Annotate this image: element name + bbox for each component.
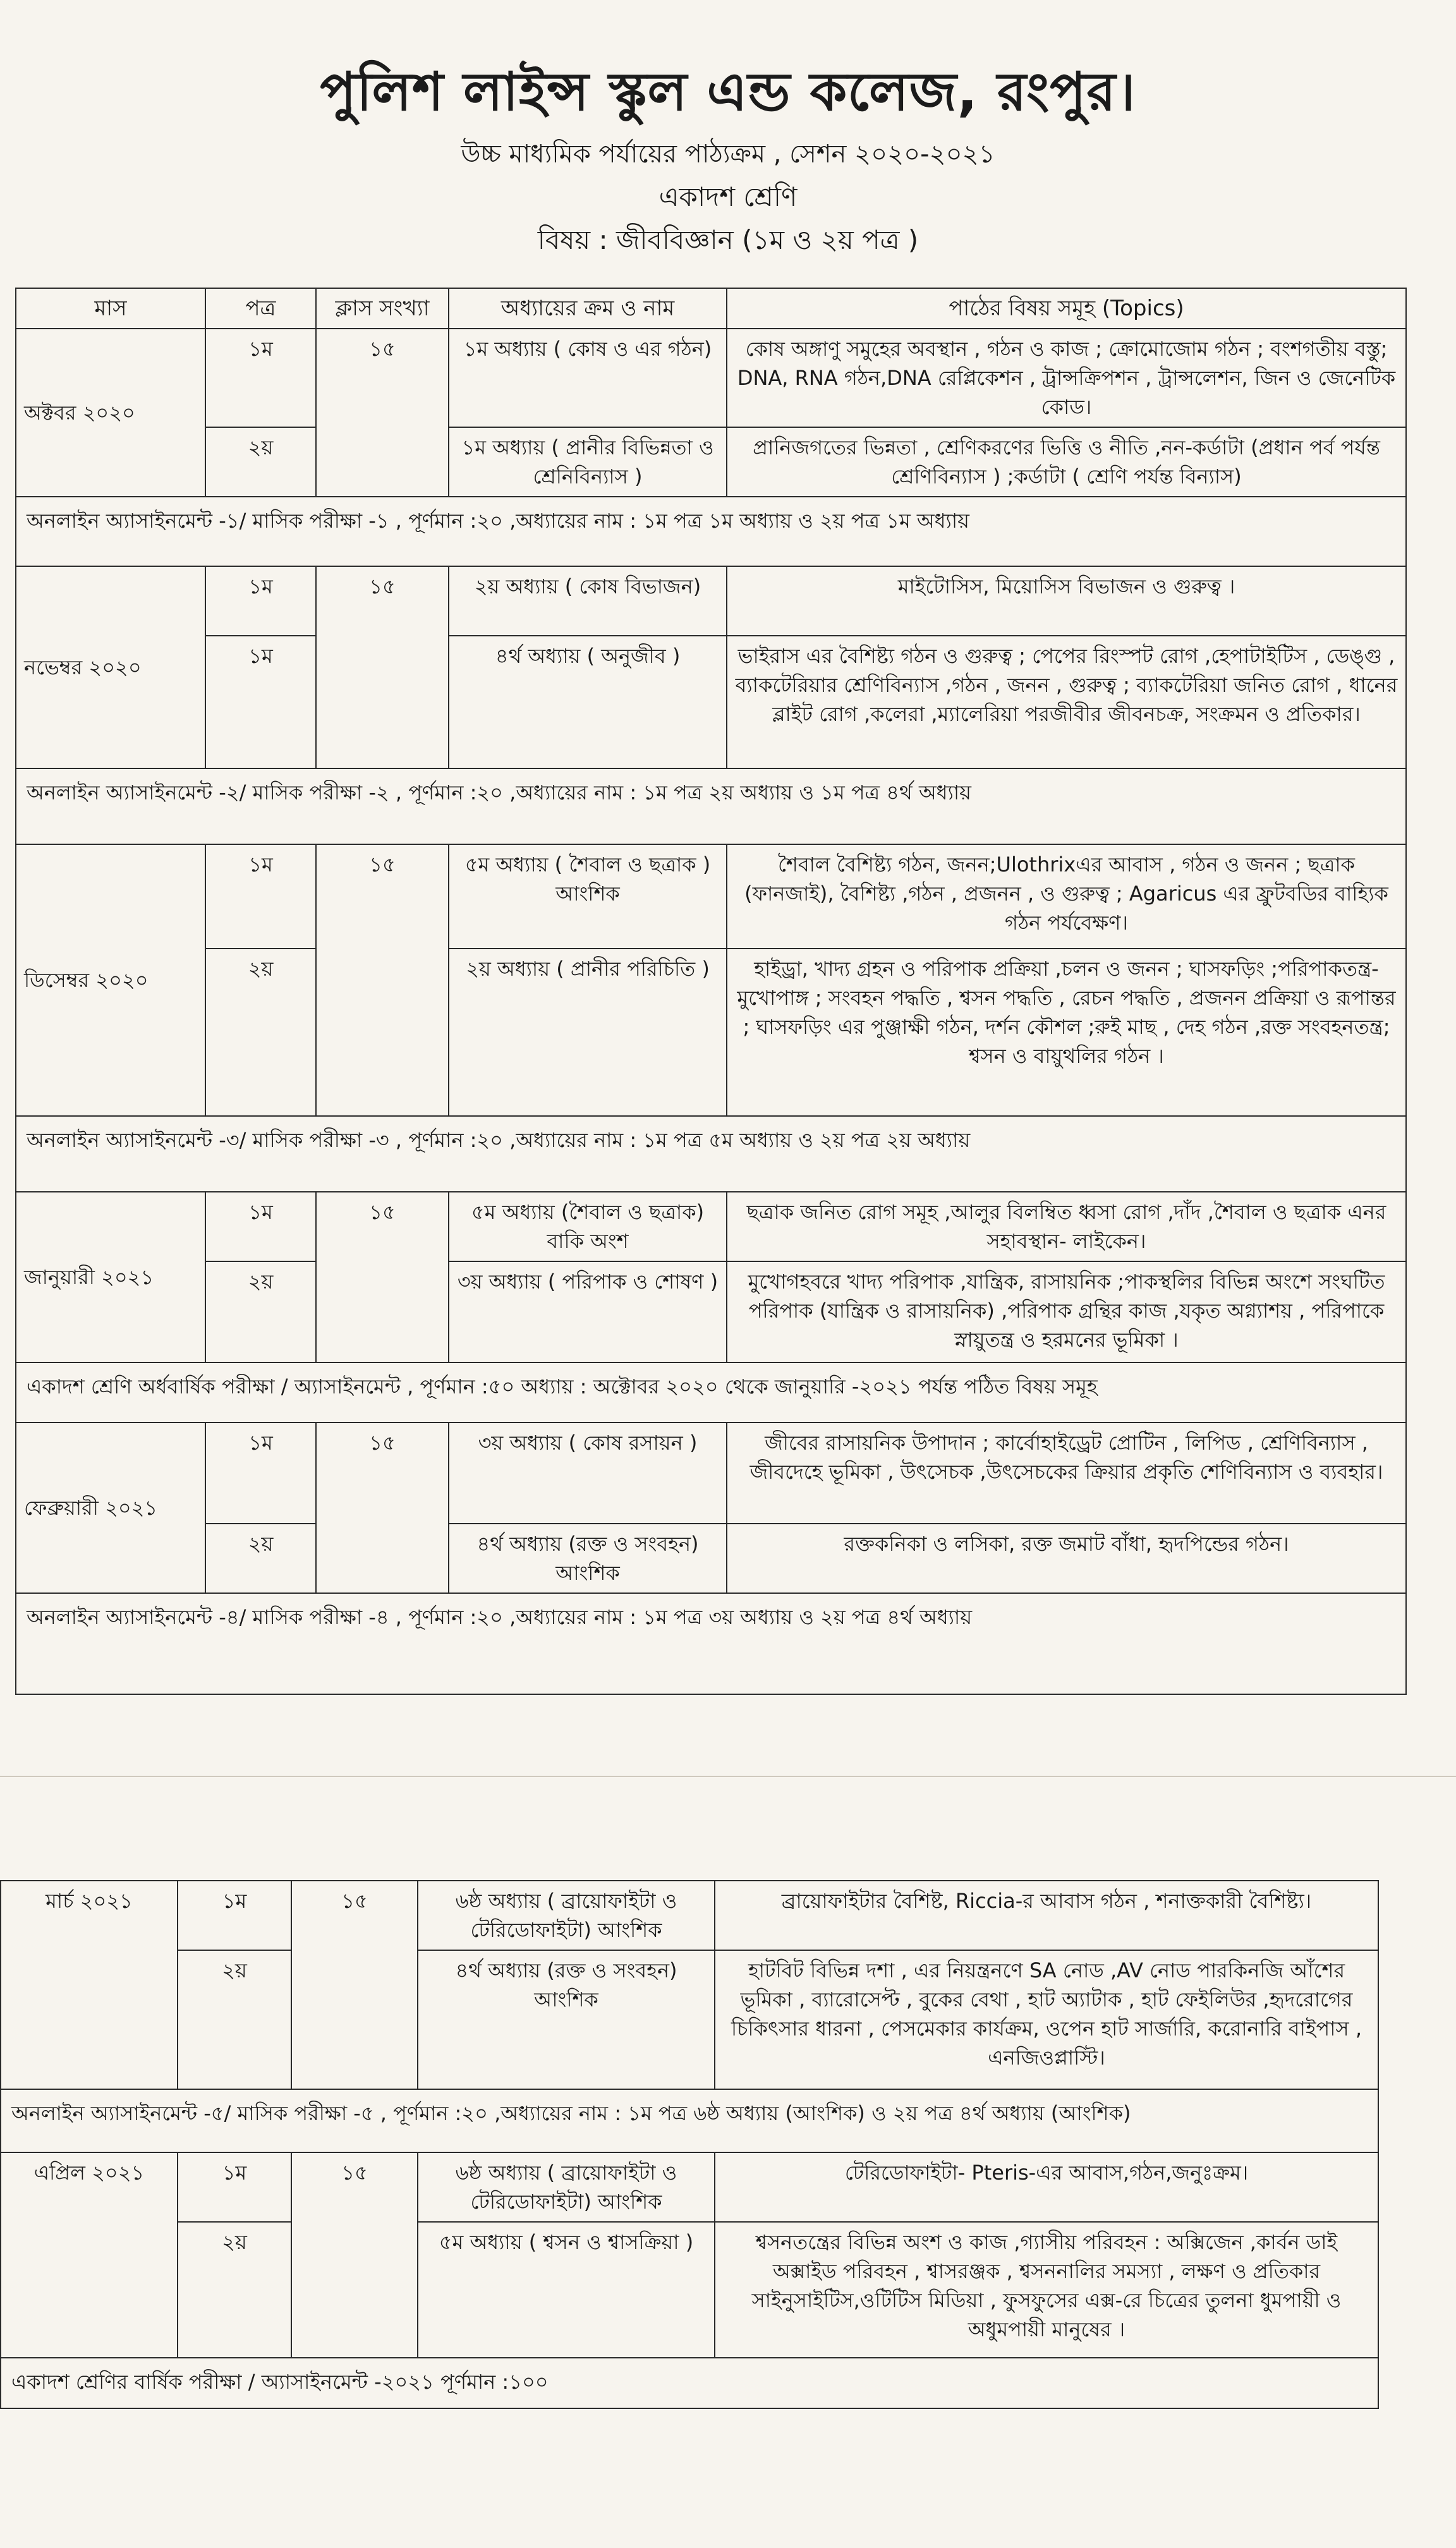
table-row: [16, 1423, 1406, 1524]
table-row: [16, 1261, 1406, 1362]
page-separator: [0, 1776, 1456, 1777]
chapter-cell: ৩য় অধ্যায় ( কোষ রসায়ন ): [449, 1423, 727, 1524]
class-count-cell: ১৫: [291, 2152, 418, 2358]
paper-cell: ২য়: [178, 2222, 291, 2358]
chapter-cell: ৫ম অধ্যায় ( শৈবাল ও ছত্রাক ) আংশিক: [449, 844, 727, 949]
paper-cell: ১ম: [205, 1192, 316, 1261]
chapter-cell: ৪র্থ অধ্যায় (রক্ত ও সংবহন) আংশিক: [418, 1950, 715, 2089]
topics-cell: মাইটোসিস, মিয়োসিস বিভাজন ও গুরুত্ব ।: [727, 566, 1406, 636]
paper-cell: ১ম: [205, 1423, 316, 1524]
table-row: [16, 1524, 1406, 1593]
header-topics: পাঠের বিষয় সমূহ (Topics): [727, 288, 1406, 329]
topics-cell: মুখোগহবরে খাদ্য পরিপাক ,যান্ত্রিক, রাসায়নিক ;পাকস্থলির বিভিন্ন অংশে সংঘটিত পরিপাক (যান্ত্রিক ও রাসায়নিক) ,পরিপাক গ্রন্থির কাজ ,যকৃত অগ্ন্যাশয় , পরিপাকে স্নায়ুতন্ত্র ও হরমনের ভূমিকা ।: [727, 1261, 1406, 1362]
paper-cell: ২য়: [205, 1261, 316, 1362]
summary-row: [16, 1362, 1406, 1423]
class-count-cell: ১৫: [316, 1192, 449, 1362]
table-row: [16, 949, 1406, 1116]
monthly-exam-note: অনলাইন অ্যাসাইনমেন্ট -৪/ মাসিক পরীক্ষা -৪ , পূর্ণমান :২০ ,অধ্যায়ের নাম : ১ম পত্র ৩য় অধ্যায় ও ২য় পত্র ৪র্থ অধ্যায়: [16, 1593, 1406, 1694]
summary-row: [1, 2358, 1378, 2408]
month-cell: জানুয়ারী ২০২১: [16, 1192, 205, 1362]
half-yearly-exam-note: একাদশ শ্রেণি অর্ধবার্ষিক পরীক্ষা / অ্যাসাইনমেন্ট , পূর্ণমান :৫০ অধ্যায় : অক্টোবর ২০২০ থেকে জানুয়ারি -২০২১ পর্যন্ত পঠিত বিষয় সমূহ: [16, 1362, 1406, 1423]
topics-cell: হাটবিট বিভিন্ন দশা , এর নিয়ন্ত্রনণে SA নোড ,AV নোড পারকিনজি আঁশের ভূমিকা , ব্যারোসেপ্ট , বুকের বেথা , হাট অ্যাটাক , হাট ফেইলিউর ,হৃদরোগের চিকিৎসার ধারনা , পেসমেকার কার্যক্রম, ওপেন হাট সার্জারি, করোনারি বাইপাস , এনজিওপ্লাস্টি।: [715, 1950, 1378, 2089]
table-row: [16, 566, 1406, 636]
summary-row: [16, 1116, 1406, 1192]
paper-cell: ১ম: [205, 329, 316, 427]
table-row: [16, 844, 1406, 949]
month-cell: নভেম্বর ২০২০: [16, 566, 205, 768]
summary-row: [1, 2089, 1378, 2152]
document-header: [0, 57, 1456, 259]
chapter-cell: ৫ম অধ্যায় ( শ্বসন ও শ্বাসক্রিয়া ): [418, 2222, 715, 2358]
table-row: [1, 2222, 1378, 2358]
topics-cell: শৈবাল বৈশিষ্ট্য গঠন, জনন;Ulothrixএর আবাস , গঠন ও জনন ; ছত্রাক (ফানজাই), বৈশিষ্ট্য ,গঠন , প্রজনন , ও গুরুত্ব ; Agaricus এর ফ্রুটবডির বাহ্যিক গঠন পর্যবেক্ষণ।: [727, 844, 1406, 949]
topics-cell: ভাইরাস এর বৈশিষ্ট্য গঠন ও গুরুত্ব ; পেপের রিংস্পট রোগ ,হেপাটাইটিস , ডেঙ্গু , ব্যাকটেরিয়ার শ্রেণিবিন্যাস ,গঠন , জনন , গুরুত্ব ; ব্যাকটেরিয়া জনিত রোগ , ধানের ব্লাইট রোগ ,কলেরা ,ম্যালেরিয়া পরজীবীর জীবনচক্র, সংক্রমন ও প্রতিকার।: [727, 636, 1406, 768]
topics-cell: রক্তকনিকা ও লসিকা, রক্ত জমাট বাঁধা, হৃদপিন্ডের গঠন।: [727, 1524, 1406, 1593]
month-cell: ফেব্রুয়ারী ২০২১: [16, 1423, 205, 1593]
summary-row: [16, 497, 1406, 566]
paper-cell: ২য়: [205, 427, 316, 497]
month-cell: অক্টবর ২০২০: [16, 329, 205, 497]
topics-cell: ব্রায়োফাইটার বৈশিষ্ট, Riccia-র আবাস গঠন , শনাক্তকারী বৈশিষ্ট্য।: [715, 1881, 1378, 1950]
table-row: [16, 329, 1406, 427]
table-row: [1, 1881, 1378, 1950]
topics-cell: প্রানিজগতের ভিন্নতা , শ্রেণিকরণের ভিত্তি ও নীতি ,নন-কর্ডাটা (প্রধান পর্ব পর্যন্ত শ্রেণিবিন্যাস ) ;কর্ডাটা ( শ্রেণি পর্যন্ত বিন্যাস): [727, 427, 1406, 497]
chapter-cell: ৪র্থ অধ্যায় ( অনুজীব ): [449, 636, 727, 768]
table-row: [1, 2152, 1378, 2222]
chapter-cell: ৫ম অধ্যায় (শৈবাল ও ছত্রাক) বাকি অংশ: [449, 1192, 727, 1261]
monthly-exam-note: অনলাইন অ্যাসাইনমেন্ট -৫/ মাসিক পরীক্ষা -৫ , পূর্ণমান :২০ ,অধ্যায়ের নাম : ১ম পত্র ৬ষ্ঠ অধ্যায় (আংশিক) ও ২য় পত্র ৪র্থ অধ্যায় (আংশিক): [1, 2089, 1378, 2152]
summary-row: [16, 1593, 1406, 1694]
subject-line: বিষয় : জীববিজ্ঞান (১ম ও ২য় পত্র ): [537, 224, 919, 255]
class-count-cell: ১৫: [316, 1423, 449, 1593]
paper-cell: ২য়: [205, 949, 316, 1116]
annual-exam-note: একাদশ শ্রেণির বার্ষিক পরীক্ষা / অ্যাসাইনমেন্ট -২০২১ পূর্ণমান :১০০: [1, 2358, 1378, 2408]
header-chapter: অধ্যায়ের ক্রম ও নাম: [449, 288, 727, 329]
topics-cell: ছত্রাক জনিত রোগ সমূহ ,আলুর বিলম্বিত ধ্বসা রোগ ,দাঁদ ,শৈবাল ও ছত্রাক এনর সহাবস্থান- লাইকেন।: [727, 1192, 1406, 1261]
header-paper: পত্র: [205, 288, 316, 329]
topics-cell: শ্বসনতন্ত্রের বিভিন্ন অংশ ও কাজ ,গ্যাসীয় পরিবহন : অক্সিজেন ,কার্বন ডাই অক্সাইড পরিবহন , শ্বাসরঞ্জক , শ্বসননালির সমস্যা , লক্ষণ ও প্রতিকার সাইনুসাইটিস,ওটিটিস মিডিয়া , ফুসফুসের এক্স-রে চিত্রের তুলনা ধুমপায়ী ও অধুমপায়ী মানুষের ।: [715, 2222, 1378, 2358]
table-header-row: [16, 288, 1406, 329]
class-count-cell: ১৫: [316, 329, 449, 497]
month-cell: মার্চ ২০২১: [1, 1881, 178, 2089]
monthly-exam-note: অনলাইন অ্যাসাইনমেন্ট -২/ মাসিক পরীক্ষা -২ , পূর্ণমান :২০ ,অধ্যায়ের নাম : ১ম পত্র ২য় অধ্যায় ও ১ম পত্র ৪র্থ অধ্যায়: [16, 768, 1406, 844]
month-cell: ডিসেম্বর ২০২০: [16, 844, 205, 1116]
paper-cell: ২য়: [178, 1950, 291, 2089]
table-row: [16, 427, 1406, 497]
table-row: [1, 1950, 1378, 2089]
chapter-cell: ৩য় অধ্যায় ( পরিপাক ও শোষণ ): [449, 1261, 727, 1362]
paper-cell: ১ম: [178, 2152, 291, 2222]
paper-cell: ২য়: [205, 1524, 316, 1593]
school-name: পুলিশ লাইন্স স্কুল এন্ড কলেজ, রংপুর।: [320, 61, 1136, 123]
monthly-exam-note: অনলাইন অ্যাসাইনমেন্ট -১/ মাসিক পরীক্ষা -১ , পূর্ণমান :২০ ,অধ্যায়ের নাম : ১ম পত্র ১ম অধ্যায় ও ২য় পত্র ১ম অধ্যায়: [16, 497, 1406, 566]
header-class-count: ক্লাস সংখ্যা: [316, 288, 449, 329]
topics-cell: জীবের রাসায়নিক উপাদান ; কার্বোহাইড্রেট প্রোটিন , লিপিড , শ্রেণিবিন্যাস , জীবদেহে ভূমিকা , উৎসেচক ,উৎসেচকের ক্রিয়ার প্রকৃতি শেণিবিন্যাস ও ব্যবহার।: [727, 1423, 1406, 1524]
table-row: [16, 636, 1406, 768]
monthly-exam-note: অনলাইন অ্যাসাইনমেন্ট -৩/ মাসিক পরীক্ষা -৩ , পূর্ণমান :২০ ,অধ্যায়ের নাম : ১ম পত্র ৫ম অধ্যায় ও ২য় পত্র ২য় অধ্যায়: [16, 1116, 1406, 1192]
class-line: একাদশ শ্রেণি: [658, 181, 798, 212]
chapter-cell: ১ম অধ্যায় ( কোষ ও এর গঠন): [449, 329, 727, 427]
summary-row: [16, 768, 1406, 844]
month-cell: এপ্রিল ২০২১: [1, 2152, 178, 2358]
syllabus-table-page2: [0, 1880, 1379, 2409]
class-count-cell: ১৫: [316, 844, 449, 1116]
chapter-cell: ১ম অধ্যায় ( প্রানীর বিভিন্নতা ও শ্রেনিবিন্যাস ): [449, 427, 727, 497]
syllabus-table-page1: [15, 288, 1407, 1695]
class-count-cell: ১৫: [291, 1881, 418, 2089]
paper-cell: ১ম: [205, 566, 316, 636]
curriculum-line: উচ্চ মাধ্যমিক পর্যায়ের পাঠ্যক্রম , সেশন ২০২০-২০২১: [461, 140, 995, 169]
chapter-cell: ৪র্থ অধ্যায় (রক্ত ও সংবহন) আংশিক: [449, 1524, 727, 1593]
header-month: মাস: [16, 288, 205, 329]
class-count-cell: ১৫: [316, 566, 449, 768]
topics-cell: টেরিডোফাইটা- Pteris-এর আবাস,গঠন,জনুঃক্রম।: [715, 2152, 1378, 2222]
topics-cell: কোষ অঙ্গাণু সমুহের অবস্থান , গঠন ও কাজ ; ক্রোমোজোম গঠন ; বংশগতীয় বস্তু; DNA, RNA গঠন,DNA রেপ্লিকেশন , ট্রান্সক্রিপশন , ট্রান্সলেশন, জিন ও জেনেটিক কোড।: [727, 329, 1406, 427]
chapter-cell: ২য় অধ্যায় ( প্রানীর পরিচিতি ): [449, 949, 727, 1116]
chapter-cell: ৬ষ্ঠ অধ্যায় ( ব্রায়োফাইটা ও টেরিডোফাইটা) আংশিক: [418, 2152, 715, 2222]
chapter-cell: ৬ষ্ঠ অধ্যায় ( ব্রায়োফাইটা ও টেরিডোফাইটা) আংশিক: [418, 1881, 715, 1950]
chapter-cell: ২য় অধ্যায় ( কোষ বিভাজন): [449, 566, 727, 636]
topics-cell: হাইড্রা, খাদ্য গ্রহন ও পরিপাক প্রক্রিয়া ,চলন ও জনন ; ঘাসফড়িং ;পরিপাকতন্ত্র- মুখোপাঙ্গ ; সংবহন পদ্ধতি , শ্বসন পদ্ধতি , রেচন পদ্ধতি , প্রজনন প্রক্রিয়া ও রূপান্তর ; ঘাসফড়িং এর পুঞ্জাক্ষী গঠন, দর্শন কৌশল ;রুই মাছ , দেহ গঠন ,রক্ত সংবহনতন্ত্র; শ্বসন ও বায়ুথলির গঠন ।: [727, 949, 1406, 1116]
paper-cell: ১ম: [178, 1881, 291, 1950]
table-row: [16, 1192, 1406, 1261]
paper-cell: ১ম: [205, 636, 316, 768]
paper-cell: ১ম: [205, 844, 316, 949]
